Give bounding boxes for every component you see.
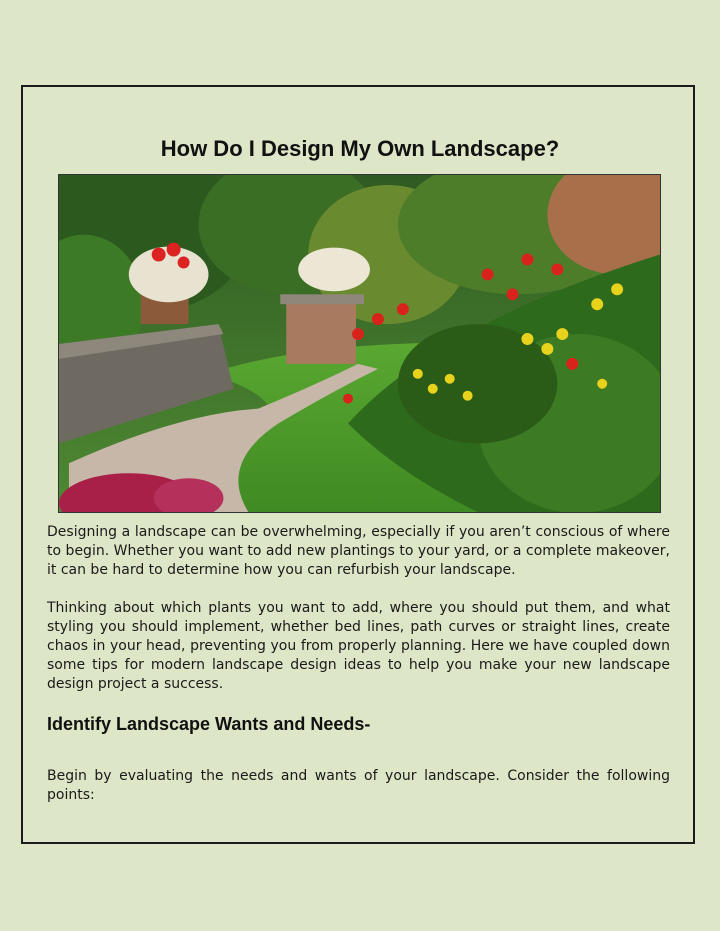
section-paragraph: Begin by evaluating the needs and wants of your landscape. Consider the following points:: [47, 768, 670, 803]
planning-paragraph: Thinking about which plants you want to add, where you should put them, and what styling you should implement, whether bed lines, path curves or straight lines, create chaos in your head, preventing you from properly planning. Here we have coupled down some tips for modern landscape design ideas to help you make your new landscape design project a success.: [47, 600, 670, 692]
section-heading: Identify Landscape Wants and Needs-: [47, 714, 371, 734]
intro-paragraph: Designing a landscape can be overwhelming, especially if you aren’t conscious of where to begin. Whether you want to add new plantings to your yard, or a complete makeover, it can be hard to determine how you can refurbish your landscape.: [47, 524, 670, 578]
page-title: How Do I Design My Own Landscape?: [160, 136, 560, 161]
garden-landscape-image: [58, 174, 661, 513]
garden-photo-illustration: [59, 175, 660, 512]
